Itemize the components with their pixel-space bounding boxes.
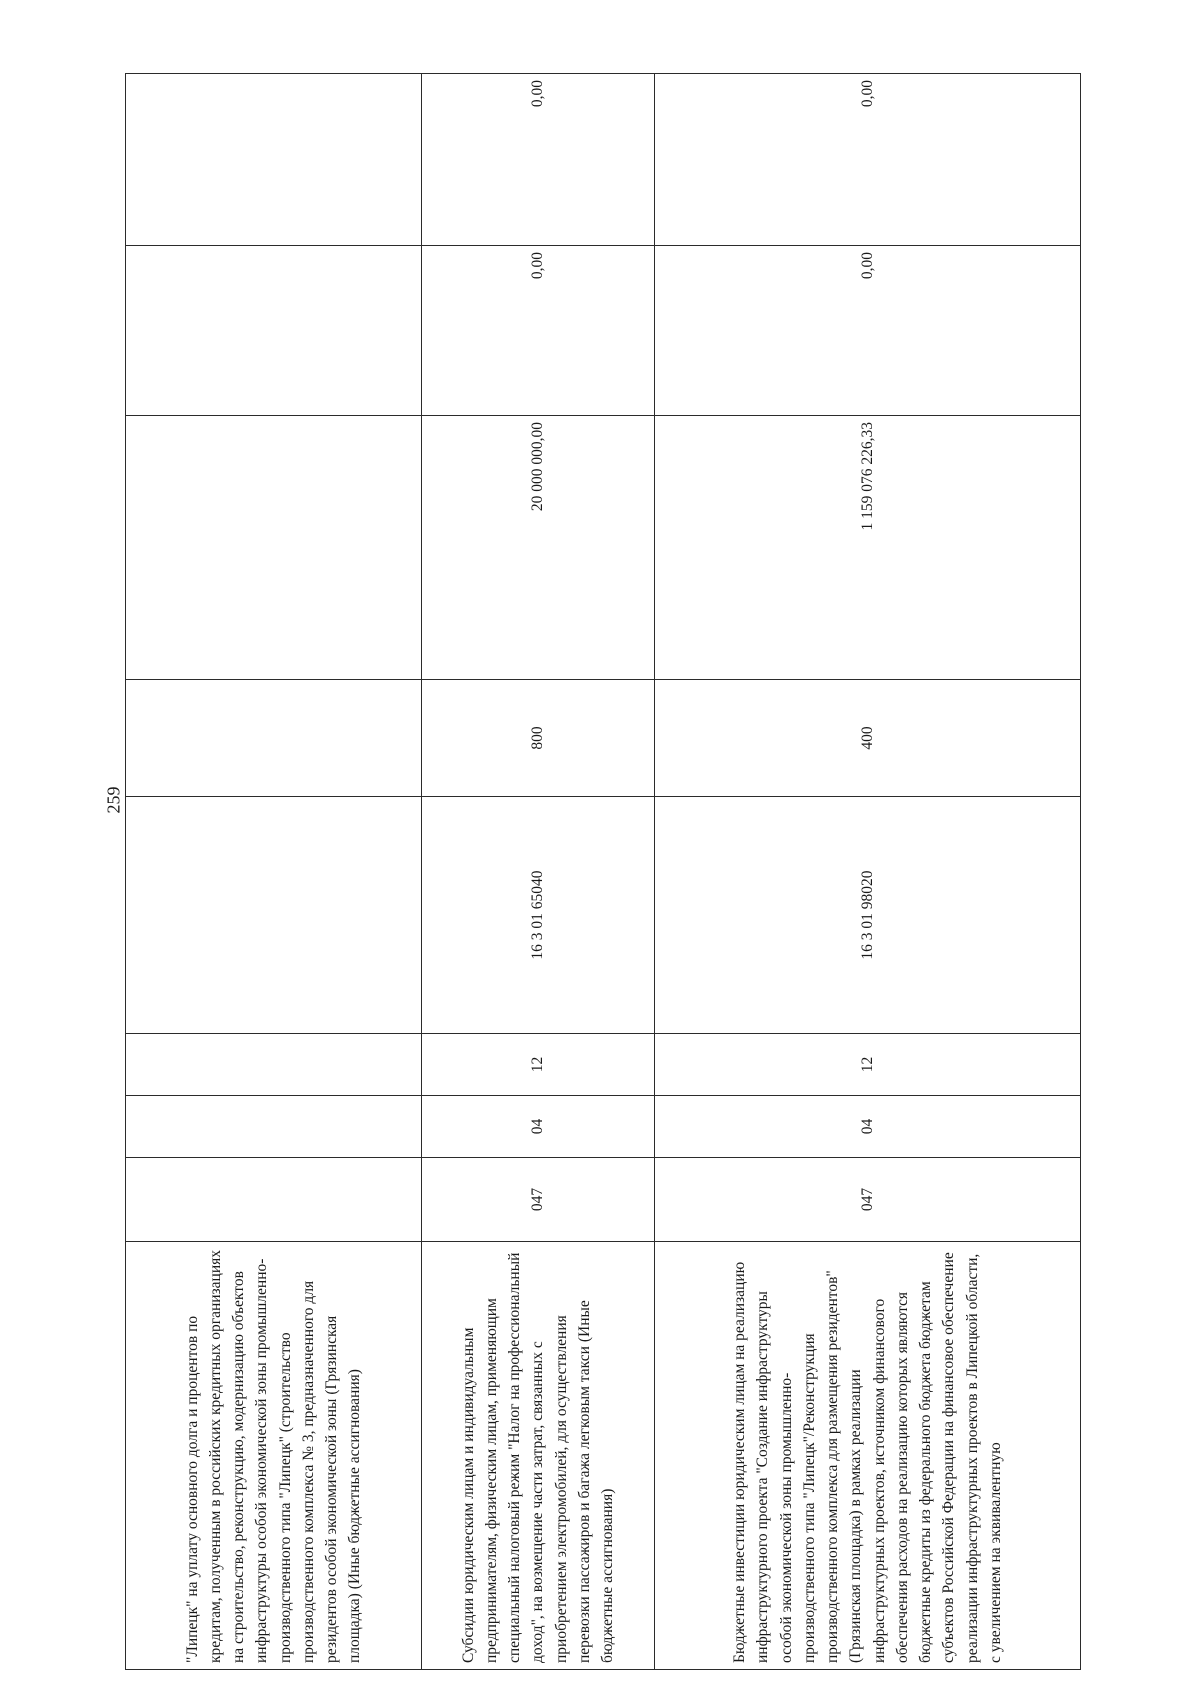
- cell-ministry: 047: [655, 1158, 1081, 1242]
- cell-expense-type: [126, 680, 422, 797]
- cell-ministry: [126, 1158, 422, 1242]
- row-description: Бюджетные инвестиции юридическим лицам на реализацию инфраструктурного проекта "Создание инфраструктуры особой экономической зоны промышленно-производственного типа "Липецк"/Реконструкция производственного комплекса для размещения резидентов" (Грязинская площадка) в рамках реализации инфраструктурных проектов, источником финансового обеспечения расходов на реализацию которых являются бюджетные кредиты из федерального бюджета бюджетам субъектов Российской Федерации на финансовое обеспечение реализации инфраструктурных проектов в Липецкой области, с увеличением на эквивалентную: [655, 1242, 1081, 1670]
- cell-subsection: 12: [422, 1034, 655, 1096]
- table-row: [422, 74, 655, 1670]
- cell-subsection: [126, 1034, 422, 1096]
- cell-amount-1: 20 000 000,00: [422, 416, 655, 680]
- cell-section: 04: [655, 1096, 1081, 1158]
- table-row: [655, 74, 1081, 1670]
- cell-expense-type: 400: [655, 680, 1081, 797]
- cell-ministry: 047: [422, 1158, 655, 1242]
- cell-target-article: [126, 797, 422, 1034]
- cell-amount-1: 1 159 076 226,33: [655, 416, 1081, 680]
- budget-table-rotated: [125, 74, 1080, 1670]
- cell-amount-3: 0,00: [422, 74, 655, 246]
- row-description: "Липецк" на уплату основного долга и процентов по кредитам, полученным в российских кредитных организациях на строительство, реконструкцию, модернизацию объектов инфраструктуры особой экономической зоны промышленно-производственного типа "Липецк" (строительство производственного комплекса № 3, предназначенного для резидентов особой экономической зоны (Грязинская площадка) (Иные бюджетные ассигнования): [126, 1242, 422, 1670]
- cell-amount-3: 0,00: [655, 74, 1081, 246]
- cell-section: 04: [422, 1096, 655, 1158]
- cell-amount-1: [126, 416, 422, 680]
- cell-amount-2: 0,00: [422, 246, 655, 416]
- cell-amount-2: [126, 246, 422, 416]
- cell-amount-3: [126, 74, 422, 246]
- budget-table-container: [125, 74, 1080, 1670]
- cell-target-article: 16 3 01 98020: [655, 797, 1081, 1034]
- table-row: [126, 74, 422, 1670]
- cell-amount-2: 0,00: [655, 246, 1081, 416]
- cell-target-article: 16 3 01 65040: [422, 797, 655, 1034]
- budget-table: [125, 73, 1081, 1670]
- page-number: 259: [103, 786, 124, 814]
- cell-section: [126, 1096, 422, 1158]
- cell-expense-type: 800: [422, 680, 655, 797]
- cell-subsection: 12: [655, 1034, 1081, 1096]
- row-description: Субсидии юридическим лицам и индивидуальным предпринимателям, физическим лицам, применяющим специальный налоговый режим "Налог на профессиональный доход", на возмещение части затрат, связанных с приобретением электромобилей, для осуществления перевозки пассажиров и багажа легковым такси (Иные бюджетные ассигнования): [422, 1242, 655, 1670]
